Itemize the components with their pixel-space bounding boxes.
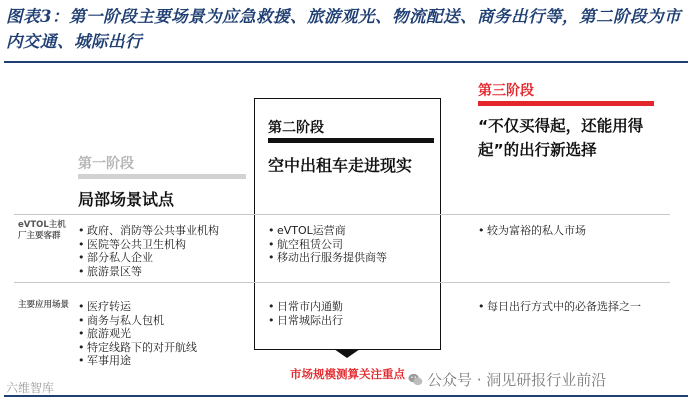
down-arrow-icon (334, 349, 360, 358)
figure-title: 图表3：第一阶段主要场景为应急救援、旅游观光、物流配送、商务出行等，第二阶段为市内交通、城际出行 (6, 7, 681, 51)
list-item: • 特定线路下的对开航线 (78, 341, 197, 355)
stage-1-heading: 局部场景试点 (78, 190, 175, 209)
customers-stage-2-list (268, 224, 387, 265)
row-divider (14, 282, 670, 283)
list-item: • 医疗转运 (78, 300, 197, 314)
stage-2-label: 第二阶段 (268, 120, 324, 136)
scenarios-stage-2-list (268, 300, 343, 327)
list-item: • 旅游景区等 (78, 265, 219, 279)
stage-2-bar (268, 138, 434, 143)
stage-3-label: 第三阶段 (478, 83, 534, 99)
stage-3-bar (478, 101, 654, 106)
footer-divider (4, 395, 688, 397)
row-divider (14, 214, 670, 215)
market-size-note: 市场规模测算关注重点 (290, 367, 405, 381)
row-label-scenarios: 主要应用场景 (18, 300, 70, 310)
scenarios-stage-3-list (478, 300, 641, 314)
list-item: • 政府、消防等公共事业机构 (78, 224, 219, 238)
list-item: • 航空租赁公司 (268, 238, 387, 252)
watermark-left-text: 六维智库 (6, 381, 55, 395)
list-item: • 移动出行服务提供商等 (268, 251, 387, 265)
list-item: • 日常城际出行 (268, 314, 343, 328)
stage-1-bar (78, 174, 246, 179)
list-item: • 部分私人企业 (78, 251, 219, 265)
customers-stage-3-list (478, 224, 586, 238)
list-item: • 日常市内通勤 (268, 300, 343, 314)
list-item: • 旅游观光 (78, 327, 197, 341)
list-item: • 军事用途 (78, 354, 197, 368)
list-item: • 较为富裕的私人市场 (478, 224, 586, 238)
watermark-right-text: 公众号 · 洞见研报行业前沿 (427, 371, 607, 389)
wechat-icon (408, 372, 423, 387)
list-item: • 商务与私人包机 (78, 314, 197, 328)
watermark-right (408, 369, 606, 390)
list-item: • eVTOL运营商 (268, 224, 387, 238)
stage-1-label: 第一阶段 (78, 156, 134, 172)
customers-stage-1-list (78, 224, 219, 278)
watermark-left (6, 379, 54, 396)
list-item: • 医院等公共卫生机构 (78, 238, 219, 252)
scenarios-stage-1-list (78, 300, 197, 368)
stage-2-heading: 空中出租车走进现实 (268, 156, 413, 175)
stage-3-heading: “不仅买得起，还能用得起”的出行新选择 (478, 117, 644, 159)
list-item: • 每日出行方式中的必备选择之一 (478, 300, 641, 314)
title-divider (4, 61, 688, 63)
row-label-customers: eVTOL主机厂主要客群 (18, 220, 66, 241)
